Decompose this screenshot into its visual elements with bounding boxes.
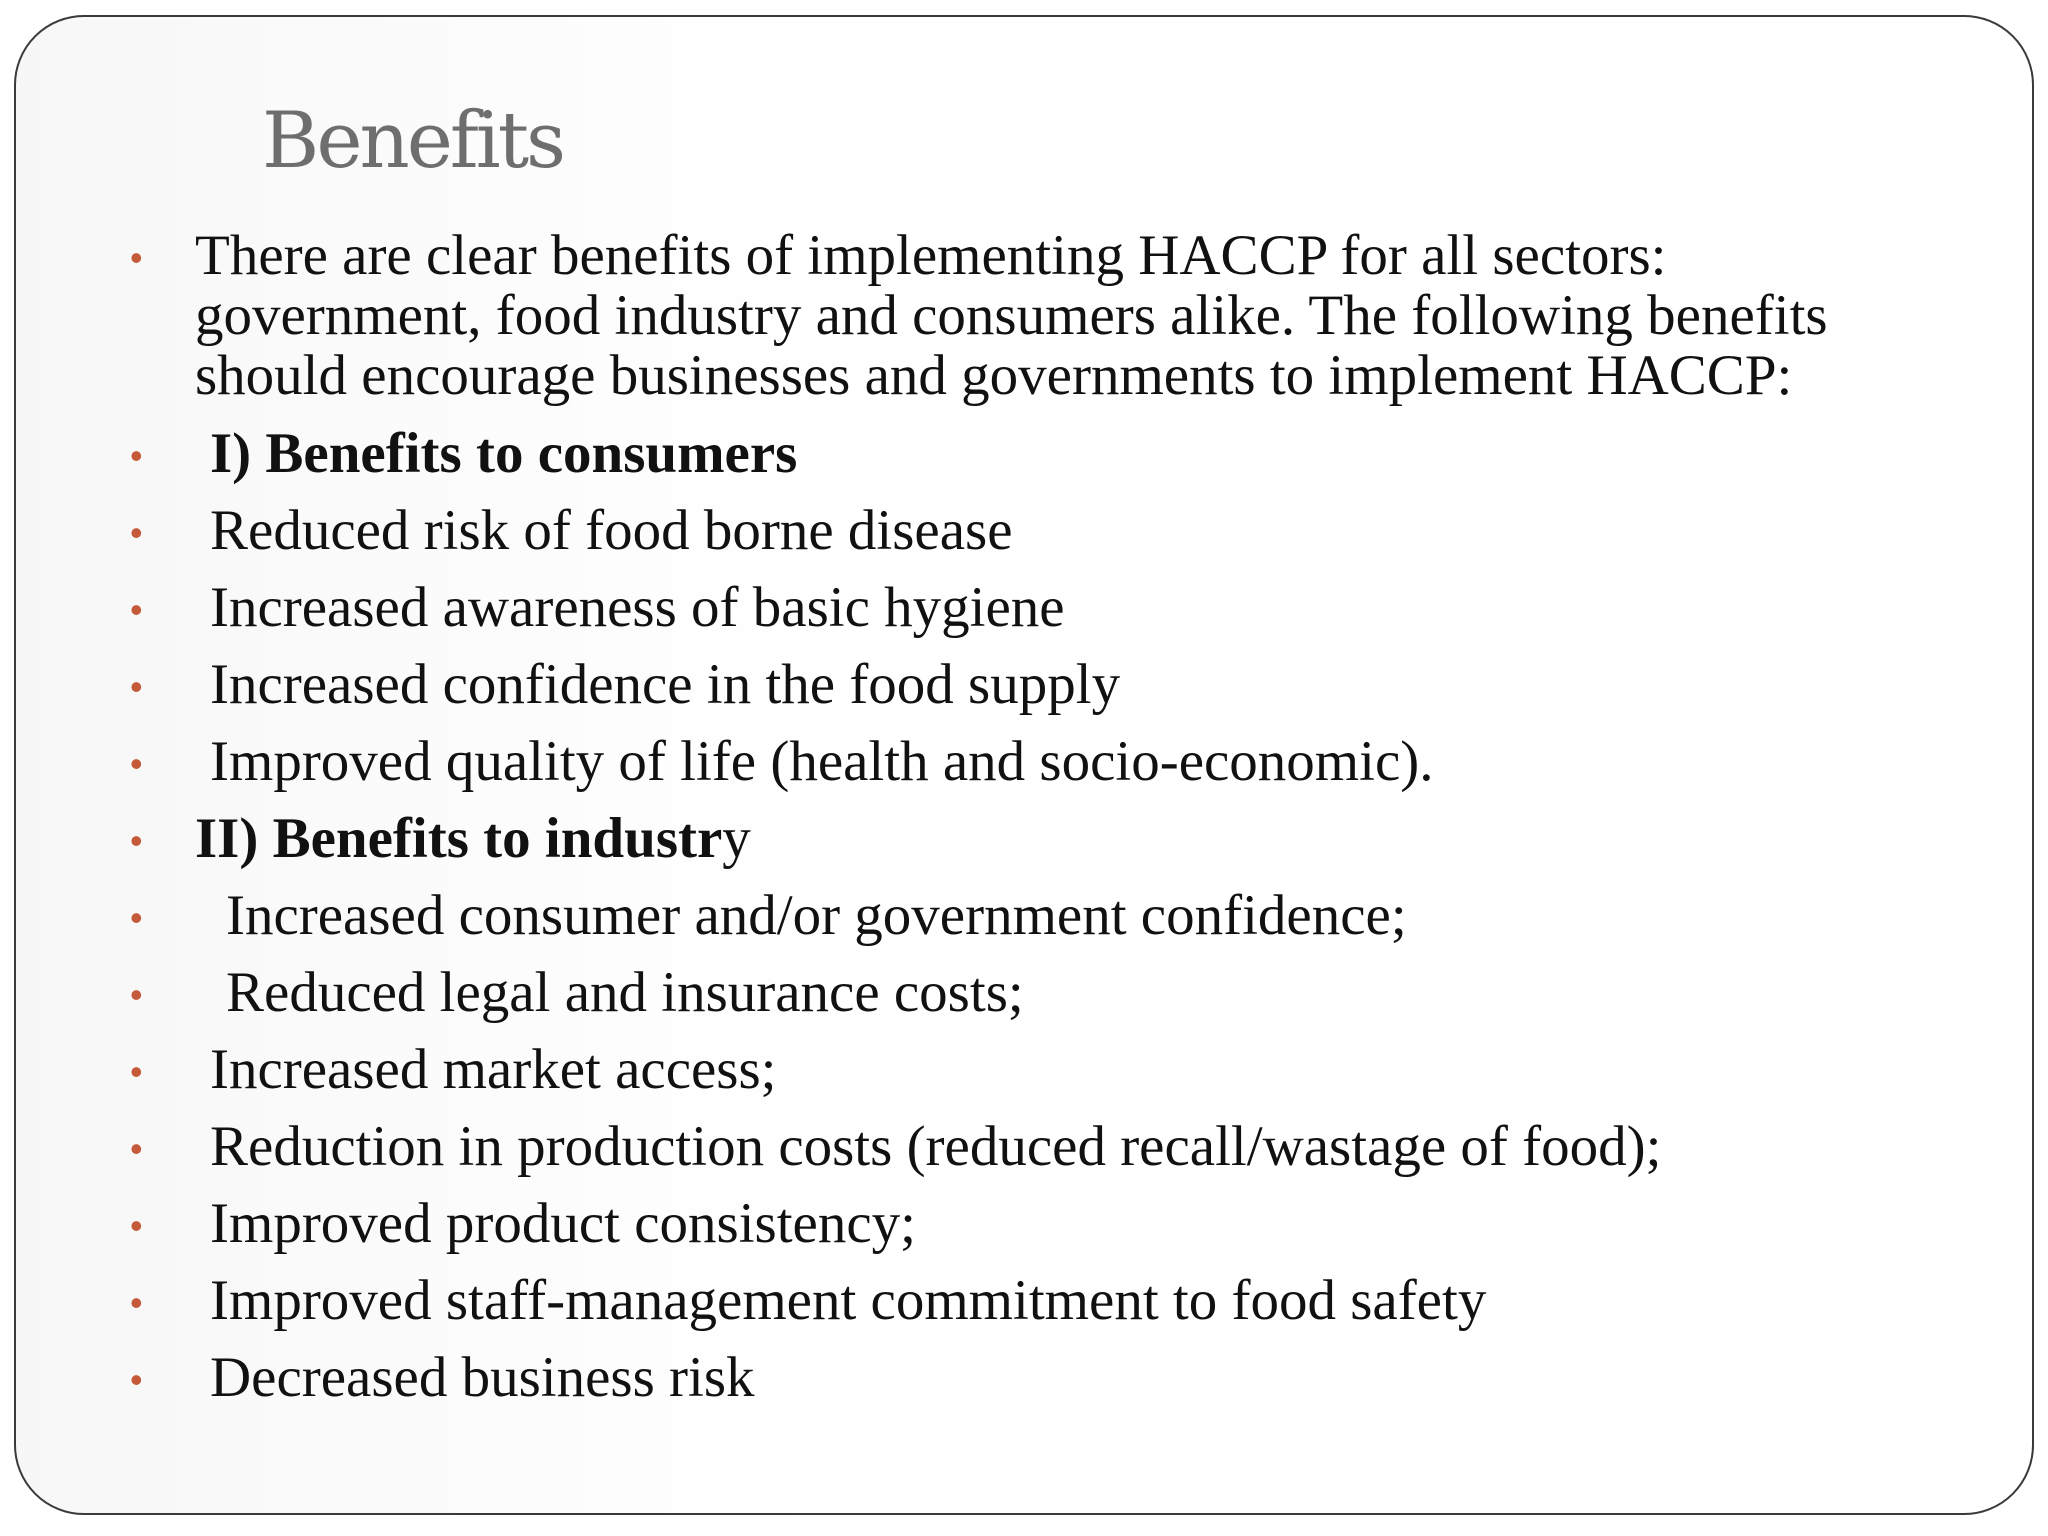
bullet-consumers-heading [130, 424, 1930, 484]
bullet-dot-icon: • [130, 743, 143, 784]
list-item [130, 963, 1930, 1023]
list-item [130, 886, 1930, 946]
list-item [130, 1117, 1930, 1177]
bullet-dot-icon: • [130, 1282, 143, 1323]
bullet-dot-icon: • [130, 1205, 143, 1246]
industry-benefit: Decreased business risk [210, 1346, 755, 1409]
list-item [130, 1348, 1930, 1408]
industry-heading: II) Benefits to industr [195, 807, 723, 870]
slide-title: Benefits [262, 96, 564, 186]
industry-benefit: Reduced legal and insurance costs; [226, 961, 1024, 1024]
bullet-dot-icon: • [130, 237, 143, 278]
bullet-dot-icon: • [130, 435, 143, 476]
list-item [130, 1040, 1930, 1100]
bullet-industry-heading [130, 809, 1930, 869]
industry-benefit: Improved product consistency; [210, 1192, 916, 1255]
bullet-dot-icon: • [130, 589, 143, 630]
list-item [130, 1271, 1930, 1331]
industry-benefit: Reduction in production costs (reduced recall/wastage of food); [210, 1115, 1662, 1178]
bullet-dot-icon: • [130, 666, 143, 707]
list-item [130, 732, 1930, 792]
consumer-benefit: Reduced risk of food borne disease [210, 499, 1013, 562]
consumer-benefit: Increased awareness of basic hygiene [210, 576, 1065, 639]
bullet-dot-icon: • [130, 897, 143, 938]
consumer-benefit: Increased confidence in the food supply [210, 653, 1121, 716]
intro-text: There are clear benefits of implementing HACCP for all sectors: government, food industry and consumers alike. The following benefits should encourage businesses and governments to implement HACCP: [195, 224, 1828, 407]
bullet-dot-icon: • [130, 820, 143, 861]
industry-benefit: Improved staff-management commitment to food safety [210, 1269, 1487, 1332]
industry-benefit: Increased market access; [210, 1038, 777, 1101]
list-item [130, 1194, 1930, 1254]
industry-heading-tail: y [722, 807, 751, 870]
bullet-dot-icon: • [130, 1359, 143, 1400]
list-item [130, 655, 1930, 715]
bullet-intro [130, 226, 1930, 406]
bullet-dot-icon: • [130, 974, 143, 1015]
industry-benefit: Increased consumer and/or government confidence; [226, 884, 1407, 947]
bullet-dot-icon: • [130, 1051, 143, 1092]
bullet-list [130, 226, 1930, 1425]
list-item [130, 501, 1930, 561]
consumer-benefit: Improved quality of life (health and socio-economic). [210, 730, 1434, 793]
list-item [130, 578, 1930, 638]
bullet-dot-icon: • [130, 1128, 143, 1169]
bullet-dot-icon: • [130, 512, 143, 553]
consumers-heading: I) Benefits to consumers [210, 422, 798, 485]
